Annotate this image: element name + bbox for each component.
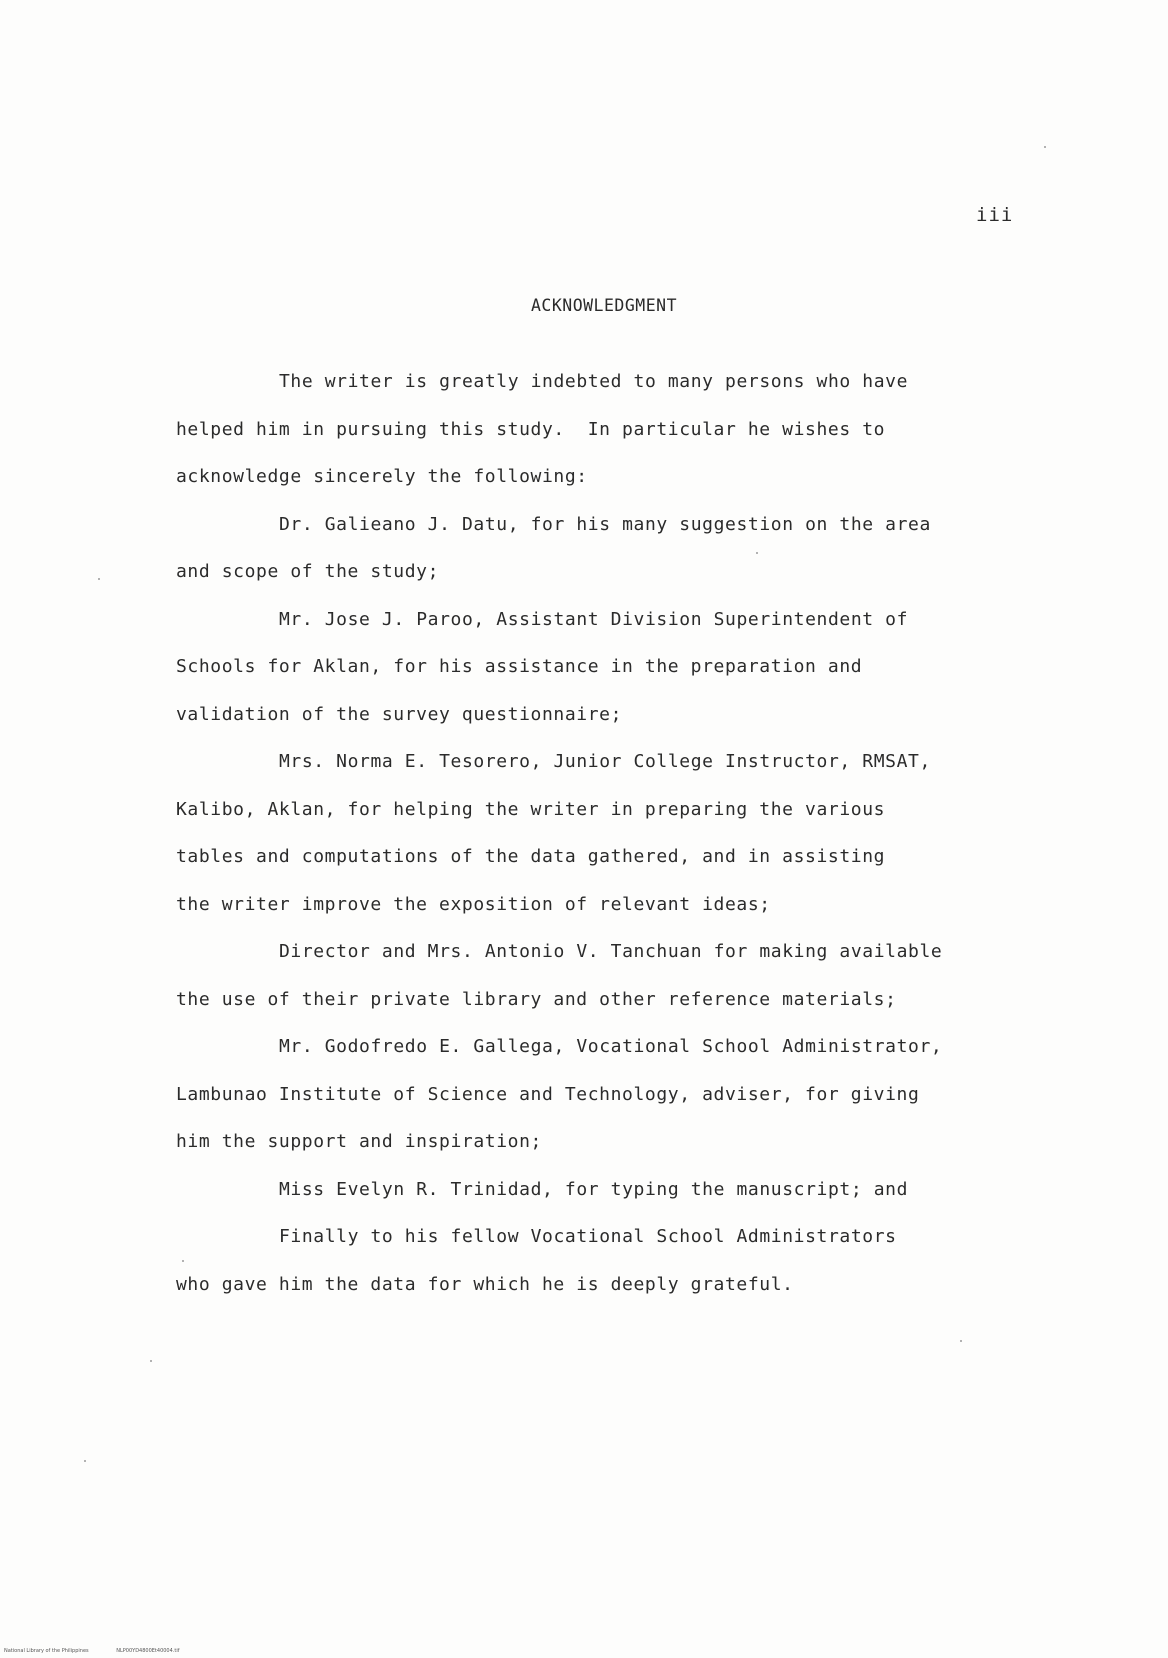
footer-library: National Library of the Philippines <box>4 1648 89 1654</box>
body-line: Lambunao Institute of Science and Technology, adviser, for giving <box>176 1083 920 1105</box>
body-line: Finally to his fellow Vocational School Administrators <box>279 1226 897 1247</box>
scan-speck <box>84 1460 86 1462</box>
scan-speck <box>150 1360 152 1362</box>
body-line: and scope of the study; <box>176 561 440 582</box>
acknowledgment-body <box>176 358 1046 1308</box>
body-line: acknowledge sincerely the following: <box>176 466 588 487</box>
body-line: validation of the survey questionnaire; <box>176 703 623 725</box>
scan-speck <box>756 552 758 554</box>
body-line: Mr. Jose J. Paroo, Assistant Division Superintendent of <box>279 608 909 630</box>
body-line: Dr. Galieano J. Datu, for his many suggestion on the area <box>279 513 931 535</box>
body-line: the writer improve the exposition of relevant ideas; <box>176 893 771 915</box>
body-line: helped him in pursuing this study. In particular he wishes to <box>176 418 886 440</box>
body-line: Mr. Godofredo E. Gallega, Vocational School Administrator, <box>279 1036 943 1057</box>
body-line: The writer is greatly indebted to many persons who have <box>279 371 909 392</box>
body-line: Schools for Aklan, for his assistance in the preparation and <box>176 656 863 677</box>
body-line: the use of their private library and other reference materials; <box>176 988 897 1010</box>
scan-speck <box>960 1340 962 1342</box>
scan-speck <box>98 578 100 580</box>
body-line: tables and computations of the data gathered, and in assisting <box>176 846 886 867</box>
page-number: iii <box>976 204 1014 226</box>
scan-speck <box>182 1260 184 1262</box>
footer-file: NLP00YD4800Et40004.tif <box>116 1648 180 1654</box>
scan-footer <box>4 1648 206 1654</box>
body-line: him the support and inspiration; <box>176 1131 542 1152</box>
body-line: Kalibo, Aklan, for helping the writer in preparing the various <box>176 798 886 820</box>
body-line: Mrs. Norma E. Tesorero, Junior College Instructor, RMSAT, <box>279 751 931 772</box>
body-line: Miss Evelyn R. Trinidad, for typing the manuscript; and <box>279 1178 909 1200</box>
page-title: ACKNOWLEDGMENT <box>530 296 678 315</box>
body-line: Director and Mrs. Antonio V. Tanchuan for making available <box>279 941 943 962</box>
body-line: who gave him the data for which he is deeply grateful. <box>176 1273 794 1295</box>
scan-speck <box>1044 146 1046 148</box>
